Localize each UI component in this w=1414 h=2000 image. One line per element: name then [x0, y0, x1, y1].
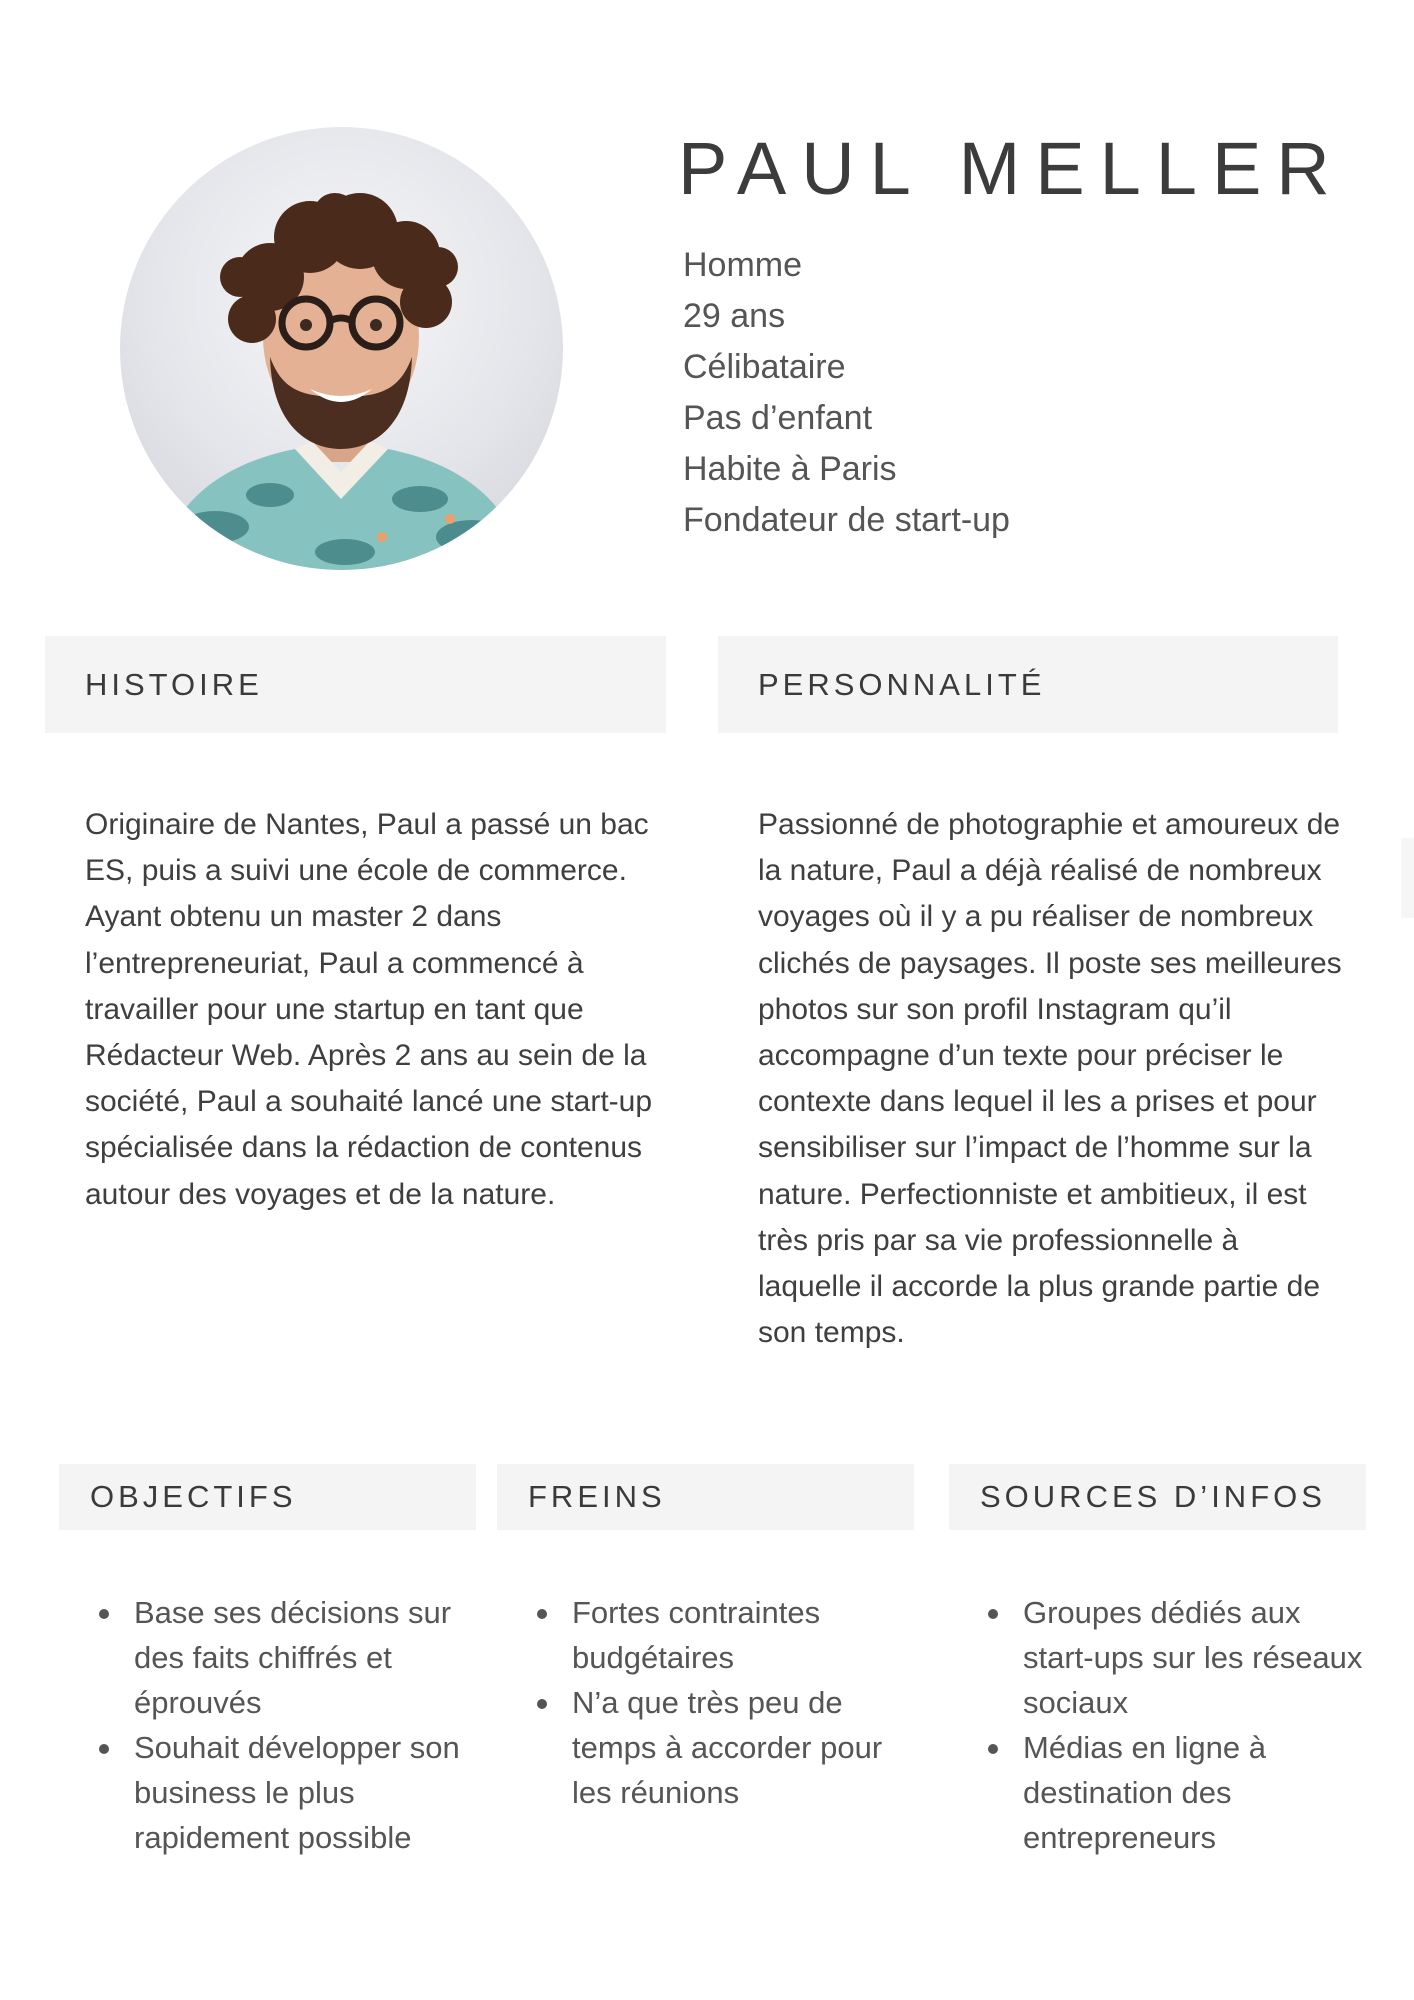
objectifs-heading-text: OBJECTIFS	[90, 1479, 297, 1514]
sources-heading-text: SOURCES D’INFOS	[980, 1479, 1326, 1514]
list-item: Groupes dédiés aux start-ups sur les réseaux sociaux	[988, 1590, 1368, 1725]
fact-gender: Homme	[683, 246, 803, 284]
objectifs-heading	[59, 1464, 476, 1530]
personnalite-heading	[718, 636, 1338, 733]
persona-facts	[683, 240, 1010, 546]
fact-children: Pas d’enfant	[683, 399, 873, 437]
fact-location: Habite à Paris	[683, 450, 897, 488]
fact-occupation: Fondateur de start-up	[683, 501, 1010, 539]
sources-heading	[949, 1464, 1366, 1530]
sources-list	[988, 1590, 1368, 1860]
persona-portrait-illustration	[120, 127, 563, 570]
fact-marital-status: Célibataire	[683, 348, 846, 386]
fact-age: 29 ans	[683, 297, 786, 335]
personnalite-heading-text: PERSONNALITÉ	[758, 666, 1046, 702]
persona-name: PAUL MELLER	[678, 127, 1345, 210]
list-item: N’a que très peu de temps à accorder pour les réunions	[537, 1680, 917, 1815]
list-item: Fortes contraintes budgétaires	[537, 1590, 917, 1680]
personnalite-text: Passionné de photographie et amoureux de la nature, Paul a déjà réalisé de nombreux voyages où il y a pu réaliser de nombreux clichés de paysages. Il poste ses meilleures photos sur son profil Instagram qu’il accompagne d’un texte pour préciser le contexte dans lequel il les a prises et pour sensibiliser sur l’impact de l’homme sur la nature. Perfectionniste et ambitieux, il est très pris par sa vie professionnelle à laquelle il accorde la plus grande partie de son temps.	[758, 808, 1342, 1350]
freins-heading	[497, 1464, 914, 1530]
persona-photo	[120, 127, 563, 570]
freins-heading-text: FREINS	[528, 1479, 666, 1514]
edge-mark	[1401, 838, 1414, 918]
list-item: Base ses décisions sur des faits chiffrés et éprouvés	[99, 1590, 479, 1725]
freins-list	[537, 1590, 917, 1815]
objectifs-list	[99, 1590, 479, 1860]
histoire-heading	[45, 636, 666, 733]
list-item: Médias en ligne à destination des entrepreneurs	[988, 1725, 1368, 1860]
histoire-heading-text: HISTOIRE	[85, 666, 263, 702]
histoire-text: Originaire de Nantes, Paul a passé un bac ES, puis a suivi une école de commerce. Ayant obtenu un master 2 dans l’entrepreneuriat, Paul a commencé à travailler pour une startup en tant que Rédacteur Web. Après 2 ans au sein de la société, Paul a souhaité lancé une start-up spécialisée dans la rédaction de contenus autour des voyages et de la nature.	[85, 808, 653, 1211]
list-item: Souhait développer son business le plus rapidement possible	[99, 1725, 479, 1860]
